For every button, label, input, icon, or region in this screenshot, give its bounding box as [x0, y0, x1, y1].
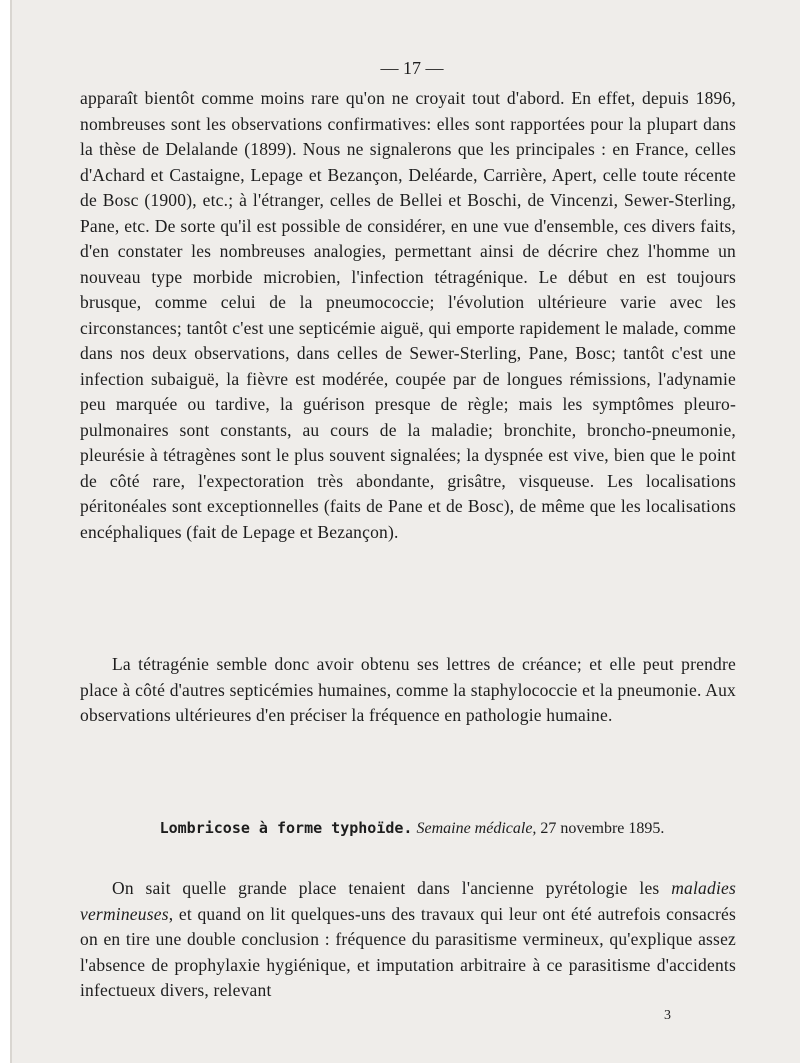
paragraph-3-end: , et quand on lit quelques-uns des travaux qui leur ont été autrefois consacrés on en tire une double conclusion : fréquence du parasitisme vermineux, qu'explique assez l'absence de prophylaxie hygiénique, et imputation arbitraire à ce parasitisme d'accidents infectueux divers, relevant [80, 903, 736, 1000]
page-number: — 17 — [380, 58, 444, 78]
document-page [10, 0, 800, 1063]
paragraph-3-italic: maladies vermineuses [80, 878, 736, 924]
paragraph-3-start: On sait quelle grande place tenaient dans l'ancienne pyrétologie les [112, 878, 672, 898]
heading-journal: Semaine médicale, [416, 820, 537, 837]
paragraph-3 [80, 876, 736, 1004]
paragraph-1: apparaît bientôt comme moins rare qu'on ne croyait tout d'abord. En effet, depuis 1896, nombreuses sont les observations confirmatives: elles sont rapportées pour la plupart dans la thèse de Delalande (1899). Nous ne signalerons que les principales : en France, celles d'Achard et Castaigne, Lepage et Bezançon, Deléarde, Carrière, Apert, celle toute récente de Bosc (1900), etc.; à l'étranger, celles de Bellei et Boschi, de Vincenzi, Sewer-Sterling, Pane, etc. De sorte qu'il est possible de considérer, en une vue d'ensemble, ces divers faits, d'en constater les nombreuses analogies, permettant ainsi de décrire chez l'homme un nouveau type morbide microbien, l'infection tétragénique. Le début en est toujours brusque, comme celui de la pneumococcie; l'évolution ultérieure varie avec les circonstances; tantôt c'est une septicémie aiguë, qui emporte rapidement le malade, comme dans nos deux observations, dans celles de Sewer-Sterling, Pane, Bosc; tantôt c'est une infection subaiguë, la fièvre est modérée, coupée par de longues rémissions, l'adynamie peu marquée ou tardive, la guérison presque de règle; mais les symptômes pleuro-pulmonaires sont constants, au cours de la maladie; bronchite, broncho-pneumonie, pleurésie à tétragènes sont le plus souvent signalées; la dyspnée est vive, bien que le point de côté rare, l'expectoration très abondante, grisâtre, visqueuse. Les localisations péritonéales sont exceptionnelles (faits de Pane et de Bosc), de même que les localisations encéphaliques (fait de Lepage et Bezançon). [80, 88, 736, 542]
paragraph-2: La tétragénie semble donc avoir obtenu ses lettres de créance; et elle peut prendre place à côté d'autres septicémies humaines, comme la staphylococcie et la pneumonie. Aux observations ultérieures d'en préciser la fréquence en pathologie humaine. [80, 654, 736, 725]
heading-date: 27 novembre 1895. [540, 820, 665, 837]
section-heading [12, 819, 800, 838]
signature-mark: 3 [664, 1008, 671, 1023]
heading-title: Lombricose à forme typhoïde. [159, 819, 413, 837]
